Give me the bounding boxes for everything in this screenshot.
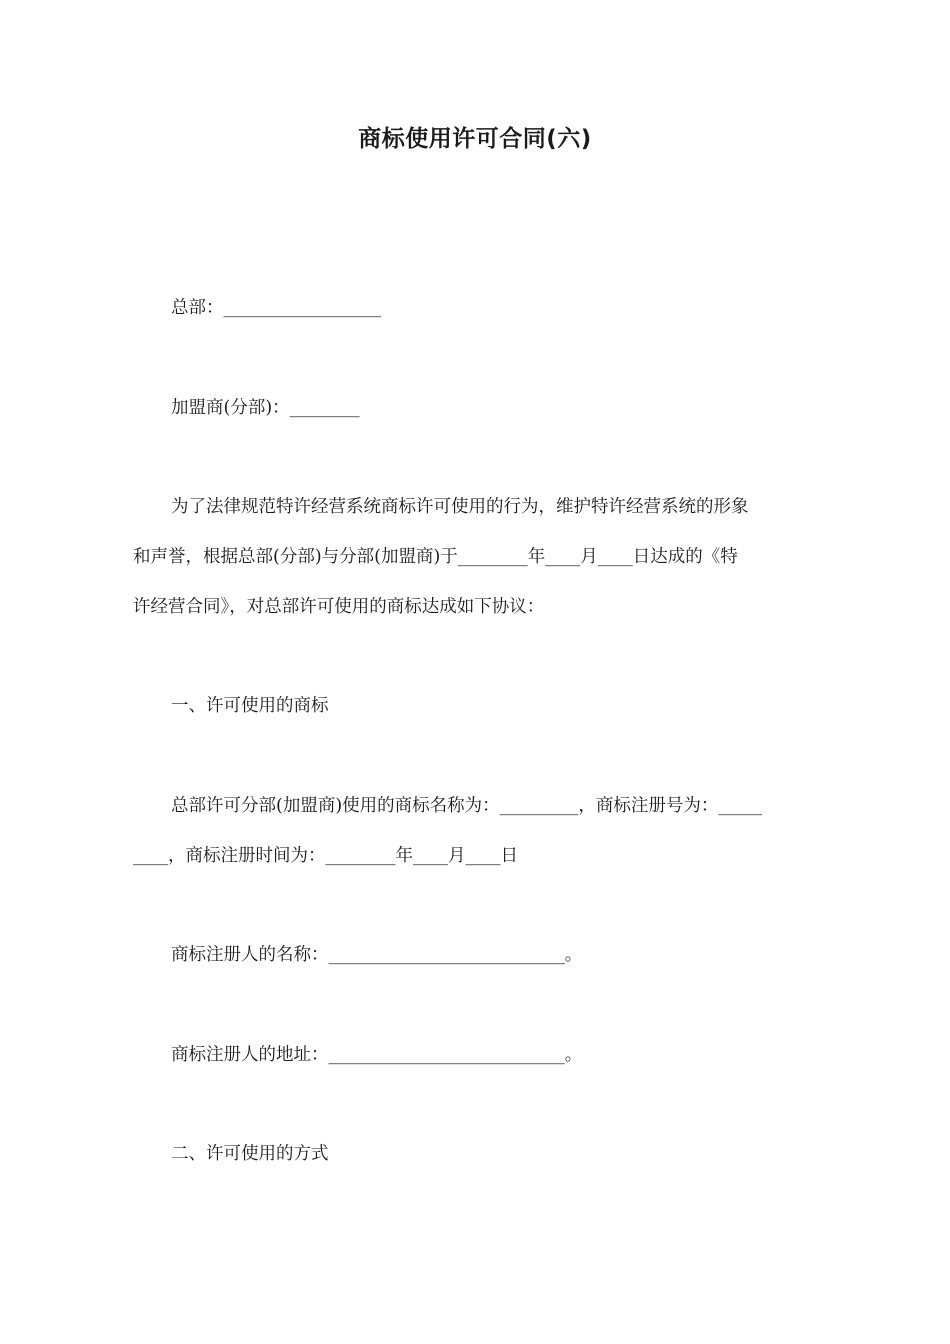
document-title: 商标使用许可合同(六)	[358, 126, 592, 152]
section-1-heading-text: 一、许可使用的商标	[171, 696, 329, 716]
party-headquarters-text: 总部：__________________	[171, 298, 381, 318]
registrant-address	[133, 1030, 823, 1080]
intro-line-1: 为了法律规范特许经营系统商标许可使用的行为，维护特许经营系统的形象	[171, 497, 749, 517]
registrant-name-text: 商标注册人的名称：___________________________。	[171, 945, 583, 965]
section-2-heading	[133, 1129, 823, 1179]
party-headquarters	[133, 283, 823, 333]
trademark-info-paragraph	[133, 781, 823, 881]
intro-paragraph	[133, 482, 823, 632]
party-franchisee	[133, 383, 823, 433]
registrant-address-text: 商标注册人的地址：___________________________。	[171, 1045, 583, 1065]
intro-line-2: 和声誉，根据总部(分部)与分部(加盟商)于________年____月____日达成的《特	[133, 547, 738, 567]
intro-line-3: 许经营合同》，对总部许可使用的商标达成如下协议：	[133, 597, 545, 617]
trademark-info-line-2: ____，商标注册时间为：________年____月____日	[133, 846, 518, 866]
trademark-info-line-1: 总部许可分部(加盟商)使用的商标名称为：_________，商标注册号为：_____	[171, 796, 763, 816]
section-1-heading	[133, 681, 823, 731]
section-2-heading-text: 二、许可使用的方式	[171, 1144, 329, 1164]
party-franchisee-text: 加盟商(分部)：________	[171, 398, 360, 418]
registrant-name	[133, 930, 823, 980]
